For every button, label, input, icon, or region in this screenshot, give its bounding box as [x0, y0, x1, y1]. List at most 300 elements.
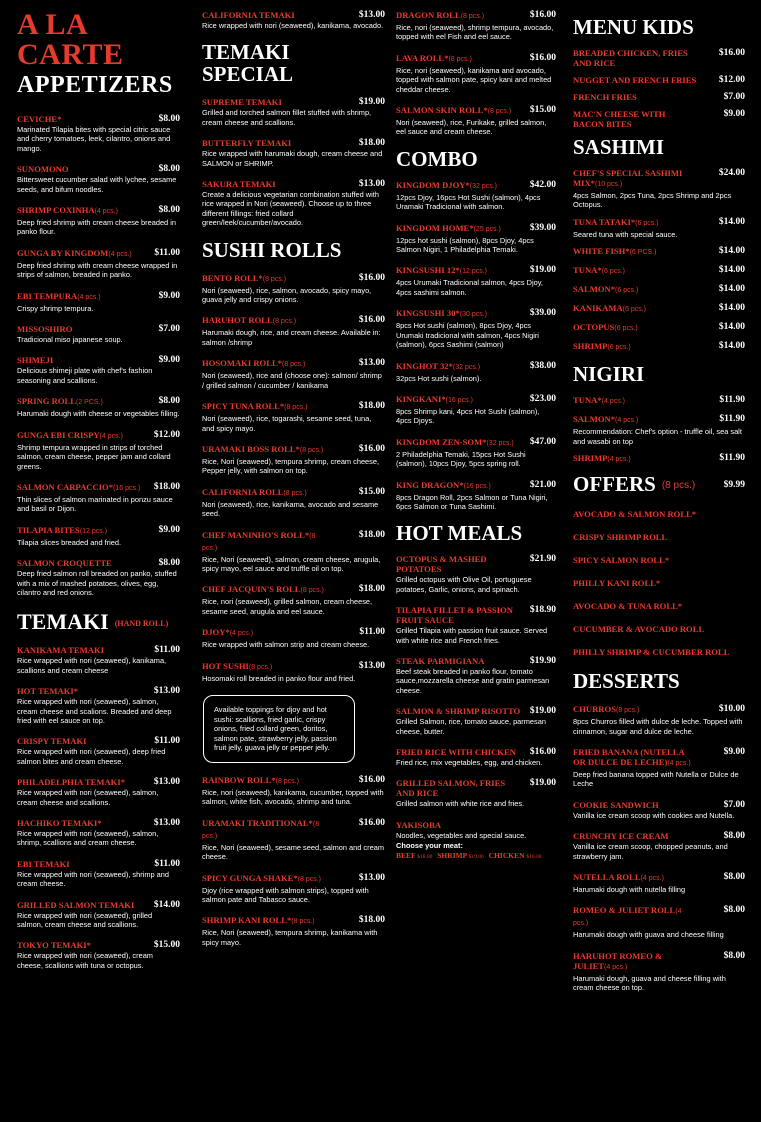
item-price: $39.00	[529, 222, 556, 233]
offers-price: $9.99	[723, 480, 745, 491]
item-qty: (8 pcs.)	[272, 318, 297, 326]
item-price: $13.00	[358, 660, 385, 671]
temaki-top-list	[202, 10, 385, 30]
item-price: $12.00	[153, 429, 180, 440]
item-price: $14.00	[718, 216, 745, 227]
item-qty: (8 pcs.)	[297, 875, 322, 883]
item-name: HACHIKO TEMAKI*	[17, 817, 102, 828]
item-name: URAMAKI BOSS ROLL*(8 pcs.)	[202, 443, 324, 454]
item-price: $11.90	[719, 395, 745, 406]
item-name: CHEF MANINHO'S ROLL*(8 pcs.)	[202, 529, 316, 552]
item-description: Nori (seaweed), rice, kanikama, avocado and sesame seed.	[202, 499, 379, 519]
item-price: $18.00	[358, 529, 385, 540]
item-name: SPICY TUNA ROLL*(8 pcs.)	[202, 401, 308, 412]
meat-shrimp-price: $19.00	[468, 853, 484, 860]
menu-item-tilapia-bites	[17, 525, 180, 547]
desserts-heading: DESSERTS	[573, 669, 680, 694]
item-price: $39.00	[529, 308, 556, 319]
menu-item-hosomaki-roll	[202, 358, 385, 390]
menu-item-kingsushi-12	[396, 265, 556, 297]
menu-item-shrimp	[573, 453, 745, 465]
item-qty: (8 pcs.)	[460, 13, 485, 20]
item-price: $16.00	[358, 774, 385, 785]
item-qty: (16 pcs.)	[463, 482, 491, 490]
item-price: $12.00	[718, 75, 745, 85]
item-name: LAVA ROLL*(8 pcs.)	[396, 52, 472, 63]
menu-item-kinghot-32	[396, 361, 556, 383]
item-description: Beef steak breaded in panko flour, tomato sauce,mozzarella cheese and gratin parmesan cheese.	[396, 666, 550, 695]
item-description: Rice wrapped with nori (seaweed), kanikama, scallions and cream cheese	[17, 656, 167, 675]
menu-item-churros	[573, 704, 745, 736]
item-description: Deep fried banana topped with Nutella or Dulce de Leche	[573, 770, 739, 789]
meat-beef: BEEF	[396, 850, 416, 860]
item-price: $8.00	[158, 396, 180, 407]
sashimi-heading: SASHIMI	[573, 135, 665, 159]
menu-item-french-fries	[573, 92, 745, 102]
item-price: $8.00	[723, 905, 745, 916]
item-price: $14.00	[718, 246, 745, 257]
item-price: $8.00	[723, 872, 745, 883]
menu-item-nutella-roll	[573, 872, 745, 894]
item-description: Rice, Nori (seaweed), tempura shrimp, kanikama with spicy mayo.	[202, 928, 378, 947]
item-price: $13.00	[153, 777, 180, 788]
item-description: Harumaki dough with cheese or vegetables filling.	[17, 409, 180, 419]
menu-item-mac-n-cheese-with-bacon-bites	[573, 109, 745, 129]
item-price: $11.90	[719, 453, 745, 464]
item-qty: (8 pcs.)	[299, 446, 324, 454]
menu-item-kingkani	[396, 394, 556, 426]
menu-item-chef-jacquin-s-roll	[202, 584, 385, 616]
item-qty: (6 pcs.)	[607, 344, 631, 352]
yakisoba-desc: Noodles, vegetables and special sauce.	[396, 830, 527, 840]
item-description: Create a delicious vegetarian combination stuffed with rice wrapped in Nori (seaweed). Choose up to three different fillings: fried collard green/leek/cucumber/avocado.	[202, 190, 379, 228]
temaki-list	[17, 645, 180, 970]
item-description: Rice wrapped with nori (seaweed), salmon, cream cheese and scallions.	[17, 788, 159, 807]
menu-item-uramaki-boss-roll	[202, 444, 385, 476]
item-price: $15.00	[358, 486, 385, 497]
item-price: $42.00	[529, 179, 556, 190]
item-name: DJOY*(4 pcs.)	[202, 627, 254, 638]
menu-item-rainbow-roll	[202, 775, 385, 807]
item-description: 4pcs Urumaki Tradicional salmon, 4pcs Djoy, 4pcs sashimi salmon.	[396, 278, 543, 297]
item-description: Vanilla ice cream scoop with cookies and Nutella.	[573, 810, 735, 820]
item-name: MAC'N CHEESE WITH BACON BITES	[573, 109, 666, 129]
item-name: NUTELLA ROLL(4 pcs.)	[573, 872, 664, 883]
menu-item-sakura-temaki	[202, 179, 385, 228]
item-description: 8pcs Churros filled with dulce de leche. Topped with cinnamon, sugar and dulce de leche.	[573, 717, 743, 736]
item-description: Deep fried shrimp with cream cheese wrapped in strips of salmon, breaded in panko.	[17, 260, 178, 280]
item-description: Grilled octopus with Olive Oil, portuguese potatoes, Garlic, onions, and spinach.	[396, 575, 532, 594]
item-description: Grilled and torched salmon fillet stuffed with shrimp, cream cheese and scallions.	[202, 108, 372, 127]
sashimi-list	[573, 168, 745, 353]
item-qty: (8 pcs.)	[275, 777, 299, 785]
item-name: KINGSUSHI 30*(30 pcs.)	[396, 308, 487, 319]
item-description: Rice wrapped with nori (seaweed), grilled salmon, cream cheese and scallions.	[17, 910, 153, 929]
item-name: KANIKAMA(6 pcs.)	[573, 303, 646, 314]
item-name: TUNA TATAKI*(6 pcs.)	[573, 216, 659, 227]
item-qty: (6 pcs.)	[601, 268, 625, 276]
item-name: CRUNCHY ICE CREAM	[573, 831, 669, 842]
item-price: $13.00	[358, 872, 385, 883]
menu-item-grilled-salmon-temaki	[17, 900, 180, 930]
item-name: GRILLED SALMON TEMAKI	[17, 899, 135, 910]
menu-item-salmon-shrimp-risotto	[396, 706, 556, 736]
item-price: $13.00	[153, 686, 180, 697]
item-name: CHEF'S SPECIAL SASHIMI MIX*(10 pcs.)	[573, 168, 683, 188]
item-price: $16.00	[529, 747, 556, 757]
menu-item-salmon-skin-roll	[396, 105, 556, 137]
item-price: $16.00	[529, 52, 556, 63]
item-name: SALMON*(4 pcs.)	[573, 414, 639, 425]
item-price: $14.00	[718, 322, 745, 333]
item-description: Vanilla ice cream scoop, chopped peanuts, and strawberry jam.	[573, 842, 728, 861]
item-description: Nori (seaweed), rice, Furikake, grilled salmon, eel sauce and cream cheese.	[396, 118, 547, 137]
item-qty: (8 pcs.)	[615, 707, 640, 715]
item-name: DRAGON ROLL(8 pcs.)	[396, 10, 485, 20]
item-name: ROMEO & JULIET ROLL(4 pcs.)	[573, 905, 682, 928]
menu-item-tuna	[573, 395, 745, 407]
item-price: $38.00	[529, 360, 556, 371]
menu-item-chef-s-special-sashimi-mix	[573, 168, 745, 210]
item-name: GUNGA EBI CRISPY(4 pcs.)	[17, 429, 123, 440]
menu-item-spicy-tuna-roll	[202, 401, 385, 433]
item-qty: (6 pcs.)	[622, 306, 646, 314]
menu-item-tuna	[573, 265, 745, 277]
item-name: FRIED RICE WITH CHICKEN	[396, 747, 516, 757]
column-4	[573, 10, 745, 1004]
item-description: Tradicional miso japanese soup.	[17, 335, 123, 345]
item-description: Marinated Tilapia bites with special citric sauce and cherry tomatoes, leek, cilantro, onions and mango.	[17, 125, 171, 153]
item-name: TUNA*(4 pcs.)	[573, 395, 625, 406]
item-price: $18.00	[153, 481, 180, 492]
item-price: $9.00	[158, 355, 180, 366]
item-price: $9.00	[723, 109, 745, 119]
menu-item-salmon-croquette	[17, 558, 180, 597]
item-name: SHRIMP KANI ROLL*(8 pcs.)	[202, 915, 315, 926]
item-qty: (4 pcs.)	[604, 963, 628, 971]
item-name: KINGKANI*(16 pcs.)	[396, 393, 473, 404]
menu-item-sunomono	[17, 164, 180, 194]
item-description: Rice wrapped with nori (seaweed), deep fried salmon bites and cream cheese.	[17, 747, 166, 766]
item-price: $18.00	[358, 401, 385, 412]
item-description: Rice wrapped with salmon strip and cream cheese.	[202, 640, 370, 650]
item-price: $11.00	[154, 247, 180, 258]
menu-item-salmon	[573, 284, 745, 296]
item-price: $11.00	[359, 627, 385, 638]
offer-item-cucumber-avocado-roll: CUCUMBER & AVOCADO ROLL	[573, 624, 705, 635]
menu-item-salmon	[573, 414, 745, 446]
item-qty: (4 pcs.)	[607, 456, 631, 464]
item-description: Tilapia slices breaded and fried.	[17, 537, 122, 547]
item-description: Delicious shimeji plate with chef's fashion seasoning and scallions.	[17, 366, 153, 385]
menu-item-spicy-gunga-shake	[202, 873, 385, 905]
menu-item-gunga-by-kingdom	[17, 248, 180, 280]
menu-item-tilapia-fillet-passion-fruit-sauce	[396, 605, 556, 645]
menu-item-tokyo-temaki	[17, 940, 180, 970]
item-price: $14.00	[718, 303, 745, 314]
menu-item-kingdom-zen-som	[396, 437, 556, 469]
column-2	[202, 10, 385, 958]
item-name: SALMON*(6 pcs.)	[573, 284, 639, 295]
item-description: Harumaki dough, rice, and cream cheese. Available in: salmon /shrimp	[202, 328, 381, 347]
item-price: $9.00	[158, 524, 180, 535]
item-qty: (6 PCS.)	[629, 249, 657, 257]
offers-list	[573, 509, 745, 657]
item-qty: (4 pcs.)	[573, 908, 682, 928]
item-name: SUNOMONO	[17, 164, 69, 175]
item-name: SPRING ROLL(2 PCS.)	[17, 396, 103, 407]
item-price: $10.00	[718, 704, 745, 715]
col3-top-list	[396, 10, 556, 137]
item-price: $19.00	[529, 778, 556, 789]
item-qty: (6 pcs.)	[614, 325, 638, 333]
item-description: 4pcs Salmon, 2pcs Tuna, 2pcs Shrimp and 2pcs Octopus.	[573, 191, 732, 210]
item-price: $16.00	[358, 443, 385, 454]
item-price: $15.00	[153, 940, 180, 951]
item-qty: (2 PCS.)	[75, 399, 103, 407]
item-price: $14.00	[718, 341, 745, 352]
item-price: $16.00	[358, 272, 385, 283]
item-description: 12pcs hot sushi (salmon), 8pcs Djoy, 4pcs Salmon Nigiri, 1 Philadelphia Temaki.	[396, 235, 534, 255]
item-name: KINGHOT 32*(32 pcs.)	[396, 360, 481, 371]
item-description: Rice wrapped with nori (seaweed), shrimp and cream cheese.	[17, 869, 169, 889]
menu-item-romeo-juliet-roll	[573, 905, 745, 939]
item-price: $8.00	[723, 950, 745, 961]
menu-item-ceviche	[17, 114, 180, 153]
offer-item-philly-kani-roll: PHILLY KANI ROLL*	[573, 578, 661, 589]
item-qty: (25 pcs.)	[473, 225, 501, 233]
item-name: STEAK PARMIGIANA	[396, 655, 485, 666]
item-name: CHURROS(8 pcs.)	[573, 704, 640, 715]
item-price: $18.90	[529, 605, 556, 616]
menu-item-bento-roll	[202, 273, 385, 305]
column-1	[17, 10, 180, 981]
menu-item-crispy-temaki	[17, 736, 180, 766]
item-description: Bittersweet cucumber salad with lychee, sesame seeds, and bifum noodles.	[17, 175, 177, 194]
item-qty: (4 pcs.)	[640, 875, 664, 883]
menu-item-kanikama-temaki	[17, 645, 180, 675]
item-name: EBI TEMPURA(4 pcs.)	[17, 290, 101, 301]
item-qty: (8 pcs.)	[202, 820, 320, 840]
menu-item-shrimp	[573, 341, 745, 353]
item-description: Nori (seaweed), rice, salmon, avocado, spicy mayo, guava jelly and crispy onions.	[202, 285, 372, 305]
item-description: Rice wrapped with nori (seaweed), cream cheese, scallions with tuna or octopus.	[17, 951, 153, 970]
menu-item-california-roll	[202, 487, 385, 519]
menu-item-steak-parmigiana	[396, 656, 556, 695]
item-description: 2 Philadelphia Temaki, 15pcs Hot Sushi (salmon), 10pcs Djoy, 5pcs spring roll.	[396, 449, 526, 469]
item-description: 32pcs Hot sushi (salmon).	[396, 373, 482, 383]
item-name: SALMON CARPACCIO*(16 pcs.)	[17, 481, 141, 492]
item-qty: (8 pcs.)	[281, 361, 306, 369]
item-name: GUNGA BY KINGDOM(4 pcs.)	[17, 247, 132, 258]
meat-beef-price: $18.00	[417, 853, 433, 860]
item-description: Rice, nori (seaweed), shrimp tempura, avocado, topped with eel Fish and eel sauce.	[396, 23, 554, 42]
item-price: $47.00	[529, 436, 556, 447]
temaki-heading: TEMAKI (HAND ROLL)	[17, 609, 169, 635]
item-price: $18.00	[358, 915, 385, 926]
item-name: KINGDOM DJOY*(32 pcs.)	[396, 179, 497, 190]
menu-item-hot-sushi	[202, 661, 385, 683]
item-name: URAMAKI TRADITIONAL*(8 pcs.)	[202, 817, 320, 840]
item-price: $9.00	[158, 290, 180, 301]
item-name: MISSOSHIRO	[17, 324, 73, 335]
item-name: BUTTERFLY TEMAKI	[202, 138, 292, 149]
item-price: $11.00	[154, 736, 180, 747]
menu-item-breaded-chicken-fries-and-rice	[573, 48, 745, 68]
item-description: Deep fried shrimp with cream cheese breaded in panko flour.	[17, 218, 176, 237]
menu-item-fried-banana-nutella-or-dulce-de-leche	[573, 747, 745, 789]
item-qty: (4 pcs.)	[667, 760, 691, 768]
yakisoba-choose: Choose your meat:	[396, 841, 463, 851]
menu-item-kingsushi-30	[396, 308, 556, 349]
item-qty: (8 pcs.)	[284, 404, 308, 412]
menu-item-fried-rice-with-chicken	[396, 747, 556, 767]
item-name: HOSOMAKI ROLL*(8 pcs.)	[202, 358, 306, 369]
item-description: 8pcs Dragon Roll, 2pcs Salmon or Tuna Nigiri, 6pcs Salmon or Tuna Sashimi.	[396, 492, 548, 511]
item-name: FRENCH FRIES	[573, 92, 637, 102]
menu-item-crunchy-ice-cream	[573, 831, 745, 861]
item-name: TILAPIA BITES(12 pcs.)	[17, 524, 108, 535]
item-price: $7.00	[723, 799, 745, 810]
item-qty: (32 pcs.)	[486, 439, 514, 447]
item-qty: (4 pcs.)	[601, 398, 625, 406]
item-name: CEVICHE*	[17, 114, 62, 124]
item-price: $14.00	[718, 265, 745, 276]
item-price: $19.90	[529, 655, 556, 666]
hot-meals-list	[396, 554, 556, 808]
item-name: SALMON & SHRIMP RISOTTO	[396, 706, 521, 717]
item-price: $16.00	[358, 315, 385, 326]
item-qty: (8 pcs.)	[202, 532, 316, 552]
item-description: Nori (seaweed), rice, togarashi, sesame seed, tuna, and spicy mayo.	[202, 414, 372, 433]
item-name: TUNA*(6 pcs.)	[573, 265, 625, 276]
item-qty: (6 pcs.)	[615, 287, 639, 295]
item-name: TILAPIA FILLET & PASSION FRUIT SAUCE	[396, 605, 513, 626]
item-price: $7.00	[723, 92, 745, 102]
item-name: SALMON CROQUETTE	[17, 558, 112, 569]
item-description: Rice, nori (seaweed), kanikama and avocado, topped with salmon pate, spicy kani and melted cheddar cheese.	[396, 65, 552, 94]
temaki-special-list	[202, 97, 385, 227]
item-name: TOKYO TEMAKI*	[17, 940, 91, 951]
item-name: FRIED BANANA (NUTELLA OR DULCE DE LECHE)(4 pcs.)	[573, 747, 691, 768]
menu-item-tuna-tataki	[573, 217, 745, 239]
item-qty: (4 pcs.)	[615, 417, 639, 425]
item-qty: (12 pcs.)	[79, 527, 108, 535]
menu-item-nugget-and-french-fries	[573, 75, 745, 85]
item-name: SHRIMP(6 pcs.)	[573, 341, 631, 352]
item-description: Harumaki dough, guava and cheese filling with cream cheese on top.	[573, 973, 726, 993]
menu-item-dragon-roll	[396, 10, 556, 42]
item-name: CALIFORNIA ROLL(8 pcs.)	[202, 486, 307, 497]
item-qty: (32 pcs.)	[452, 363, 481, 371]
item-description: Recommendation: Chef's option - truffle oil, sea salt and wasabi on top	[573, 427, 742, 446]
item-qty: (30 pcs.)	[459, 311, 487, 319]
item-description: Rice, Nori (seaweed), salmon, cream cheese, arugula, spicy mayo, eel sauce and truffle oil on top.	[202, 554, 381, 573]
menu-item-grilled-salmon-fries-and-rice	[396, 778, 556, 808]
menu-item-butterfly-temaki	[202, 138, 385, 168]
hot-meals-heading: HOT MEALS	[396, 521, 523, 546]
item-description: Rice wrapped with nori (seaweed), kanikama, avocado.	[202, 21, 384, 30]
item-name: KINGDOM HOME*(25 pcs.)	[396, 222, 501, 233]
item-description: Rice, Nori (seaweed), sesame seed, salmon and cream cheese.	[202, 842, 384, 862]
item-name: SHRIMP COXINHA(4 pcs.)	[17, 205, 118, 216]
temaki-special-heading: TEMAKI SPECIAL	[202, 40, 294, 87]
item-name: HOT SUSHI(8 pcs.)	[202, 660, 273, 671]
item-qty: (4 pcs.)	[77, 293, 101, 301]
item-price: $21.00	[529, 479, 556, 490]
menu-item-octopus-mashed-potatoes	[396, 554, 556, 594]
menu-item-shrimp-kani-roll	[202, 915, 385, 947]
combo-heading: COMBO	[396, 146, 478, 171]
item-name: KING DRAGON*(16 pcs.)	[396, 479, 491, 490]
item-name: CRISPY TEMAKI	[17, 736, 87, 747]
item-description: Grilled salmon with white rice and fries.	[396, 799, 525, 809]
item-name: EBI TEMAKI	[17, 858, 70, 869]
item-price: $11.00	[154, 858, 180, 869]
item-name: COOKIE SANDWICH	[573, 799, 659, 810]
menu-item-haruhot-roll	[202, 315, 385, 347]
item-qty: (8 pcs.)	[248, 663, 273, 671]
item-price: $19.00	[358, 97, 385, 108]
meat-chicken-price: $16.00	[526, 853, 542, 860]
menu-item-missoshiro	[17, 324, 180, 344]
item-name: PHILADELPHIA TEMAKI*	[17, 777, 125, 788]
item-name: KANIKAMA TEMAKI	[17, 645, 104, 656]
offer-item-spicy-salmon-roll: SPICY SALMON ROLL*	[573, 555, 670, 566]
item-description: Djoy (rice wrapped with salmon strips), topped with salmon pate and Tabasco sauce.	[202, 885, 369, 904]
offer-item-avocado-tuna-roll: AVOCADO & TUNA ROLL*	[573, 601, 683, 612]
item-name: HARUHOT ROMEO & JULIET(4 pcs.)	[573, 950, 663, 971]
item-name: OCTOPUS(6 pcs.)	[573, 322, 638, 333]
menu-item-shimeji	[17, 355, 180, 385]
yakisoba-name: YAKISOBA	[396, 819, 442, 830]
item-description: Harumaki dough with guava and cheese filling	[573, 930, 724, 940]
nigiri-heading: NIGIRI	[573, 362, 645, 387]
item-name: KINGSUSHI 12*(12 pcs.)	[396, 265, 487, 276]
item-qty: (10 pcs.)	[594, 181, 623, 188]
item-name: GRILLED SALMON, FRIES AND RICE	[396, 778, 506, 799]
item-price: $16.00	[358, 817, 385, 828]
item-description: Shrimp tempura wrapped in strips of torched salmon, cream cheese, pepper jam and collard greens.	[17, 442, 171, 471]
item-name: HARUHOT ROLL(8 pcs.)	[202, 315, 297, 326]
column-3	[396, 10, 556, 871]
appetizers-heading: APPETIZERS	[17, 72, 173, 98]
item-price: $8.00	[158, 558, 180, 569]
item-qty: (4 pcs.)	[229, 630, 254, 638]
menu-item-djoy	[202, 627, 385, 649]
item-name: OCTOPUS & MASHED POTATOES	[396, 554, 487, 575]
item-name: RAINBOW ROLL*(8 pcs.)	[202, 774, 299, 785]
item-price: $8.00	[723, 831, 745, 842]
item-name: SPICY GUNGA SHAKE*(8 pcs.)	[202, 872, 322, 883]
item-price: $18.00	[358, 138, 385, 149]
menu-item-supreme-temaki	[202, 97, 385, 127]
offers-heading: OFFERS (8 pcs.) $9.99	[573, 472, 745, 497]
menu-item-salmon-carpaccio	[17, 482, 180, 514]
item-name: SHRIMP(4 pcs.)	[573, 453, 631, 464]
offer-item-crispy-shrimp-roll: CRISPY SHRIMP ROLL	[573, 532, 668, 543]
item-description: Fried rice, mix vegetables, egg, and chicken.	[396, 758, 543, 767]
item-description: Grilled Tilapia with passion fruit sauce. Served with white rice and French fries.	[396, 626, 548, 645]
menu-item-spring-roll	[17, 396, 180, 418]
menu-item-white-fish	[573, 246, 745, 258]
meat-chicken: CHICKEN	[488, 850, 525, 860]
item-qty: (8 pcs.)	[487, 108, 512, 116]
menu-item-king-dragon	[396, 480, 556, 512]
item-price: $19.00	[529, 706, 556, 717]
menu-item-kingdom-home	[396, 223, 556, 255]
menu-item-ebi-temaki	[17, 859, 180, 889]
